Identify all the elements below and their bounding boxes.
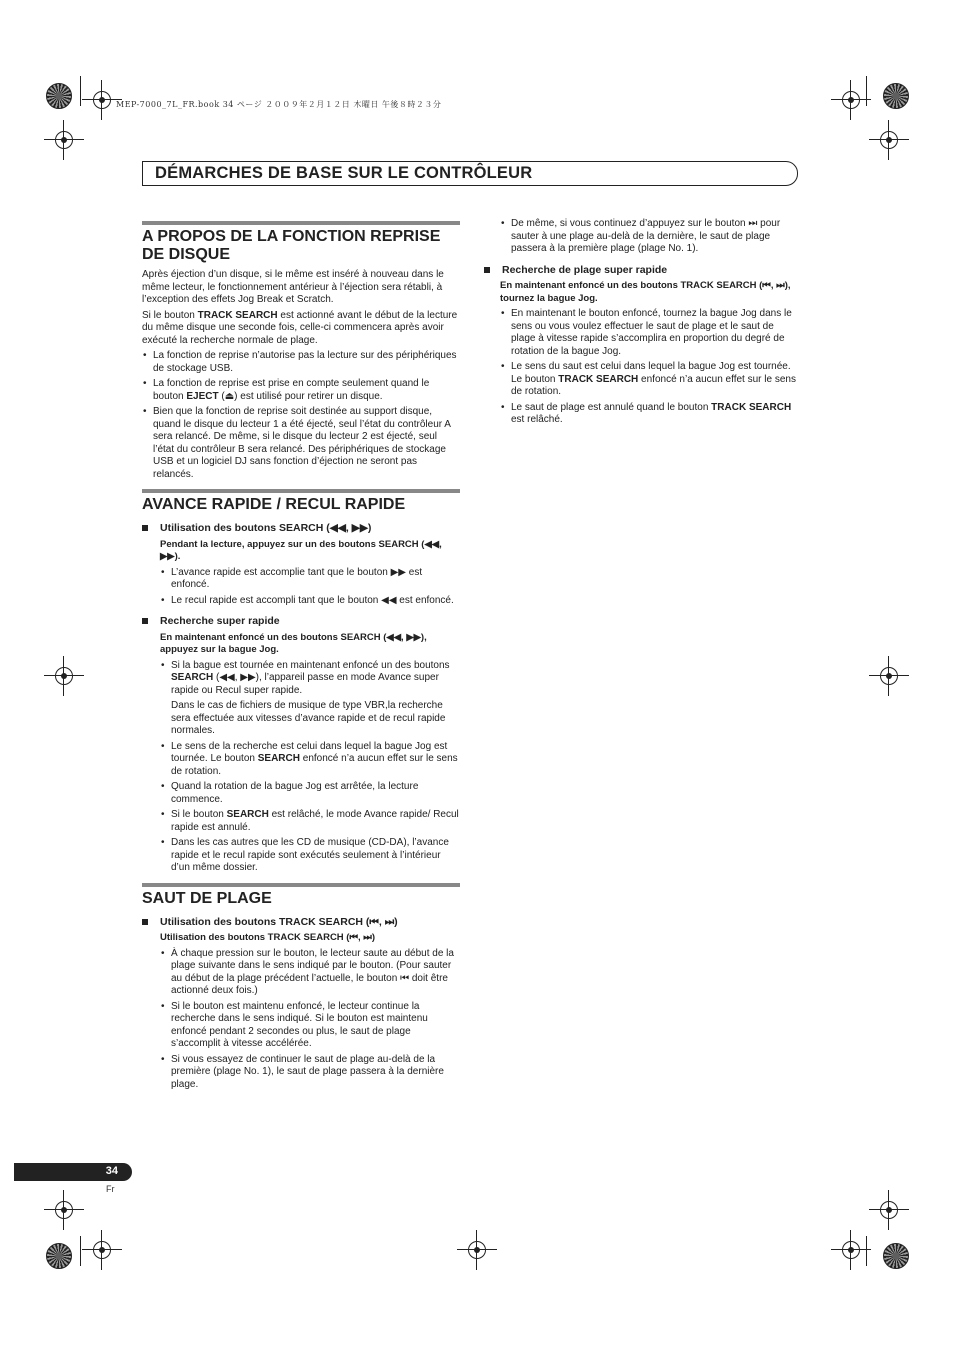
- list-item: • Le sens du saut est celui dans lequel la bague Jog est tournée. Le bouton TRACK SEARCH enfoncé n’a aucun effet sur le sens de rotation.: [500, 361, 800, 399]
- registration-mark: [93, 91, 111, 109]
- page-number-badge: [14, 1163, 132, 1181]
- section-bar: [142, 489, 460, 493]
- file-info: MEP-7000_7L_FR.book 34 ページ ２００９年２月１２日 木曜日 午後８時２３分: [116, 100, 442, 109]
- list-item: • Si la bague est tournée en maintenant enfoncé un des boutons SEARCH (◀◀, ▶▶), l’appareil passe en mode Avance super rapide ou Recul super rapide.: [160, 660, 460, 698]
- bullet-list: [160, 660, 460, 875]
- registration-mark: [842, 1241, 860, 1259]
- subheading: Utilisation des boutons SEARCH (◀◀, ▶▶): [142, 522, 460, 535]
- registration-mark: [93, 1241, 111, 1259]
- list-item: • En maintenant le bouton enfoncé, tournez la bague Jog dans le sens ou vous voulez effectuer le saut de plage et le saut de plage à vitesse rapide s’accomplira en proportion du degré de rotation de la bague Jog.: [500, 308, 800, 358]
- registration-mark: [842, 91, 860, 109]
- bullet-list: [142, 350, 460, 481]
- chapter-title: DÉMARCHES DE BASE SUR LE CONTRÔLEUR: [155, 164, 533, 182]
- crop-line: [866, 1236, 867, 1266]
- paragraph: Si le bouton TRACK SEARCH est actionné avant le début de la lecture du même disque une seconde fois, celle-ci commencera après avoir exécuté la recherche normale de plage.: [142, 309, 458, 346]
- bullet-list: [160, 948, 460, 1092]
- section-title-saut: SAUT DE PLAGE: [142, 889, 272, 907]
- registration-mark: [55, 1201, 73, 1219]
- list-item: • Si le bouton SEARCH est relâché, le mode Avance rapide/ Recul rapide est annulé.: [160, 809, 460, 834]
- list-item: • Quand la rotation de la bague Jog est arrêtée, la lecture commence.: [160, 781, 460, 806]
- chapter-header: [142, 161, 798, 186]
- color-rosette-bottom-left: [46, 1243, 72, 1269]
- list-item: • Si vous essayez de continuer le saut de plage au-delà de la première (plage No. 1), le saut de plage passera à la dernière plage.: [160, 1054, 460, 1092]
- subheading: Recherche de plage super rapide: [484, 264, 800, 277]
- instruction: Pendant la lecture, appuyez sur un des boutons SEARCH (◀◀, ▶▶).: [160, 538, 442, 562]
- color-rosette-top-right: [883, 83, 909, 109]
- list-item: • Le sens de la recherche est celui dans lequel la bague Jog est tournée. Le bouton SEARCH enfoncé n’a aucun effet sur le sens de rotation.: [160, 741, 460, 779]
- left-column: [142, 221, 460, 1094]
- subheading: Utilisation des boutons TRACK SEARCH (⏮, ⏭): [142, 916, 460, 929]
- list-item: • La fonction de reprise n’autorise pas la lecture sur des périphériques de stockage USB.: [142, 350, 460, 375]
- crop-line: [80, 76, 81, 106]
- paragraph: Après éjection d’un disque, si le même est inséré à nouveau dans le même lecteur, le fonctionnement antérieur à l’éjection sera rétabli, à l’exception des effets Jog Break et Scratch.: [142, 269, 444, 305]
- bullet-list: [160, 567, 460, 608]
- language-code: Fr: [106, 1184, 115, 1194]
- registration-mark: [55, 131, 73, 149]
- list-item: • La fonction de reprise est prise en compte seulement quand le bouton EJECT (⏏) est utilisé pour retirer un disque.: [142, 378, 460, 403]
- registration-mark: [880, 131, 898, 149]
- list-item: • Le recul rapide est accompli tant que le bouton ◀◀ est enfoncé.: [160, 595, 460, 608]
- instruction: En maintenant enfoncé un des boutons TRACK SEARCH (⏮, ⏭), tournez la bague Jog.: [500, 280, 791, 304]
- bullet-list: [500, 308, 800, 427]
- page-number: 34: [105, 1165, 118, 1177]
- instruction: Utilisation des boutons TRACK SEARCH (⏮, ⏭): [160, 932, 376, 943]
- section-bar: [142, 883, 460, 887]
- color-rosette-top-left: [46, 83, 72, 109]
- list-item: • À chaque pression sur le bouton, le lecteur saute au début de la plage suivante dans le sens indiqué par le bouton. (Pour sauter au début de la plage précédent l’actuelle, le bouton ⏮ doit être actionné deux fois.): [160, 948, 460, 998]
- bullet-list: [500, 218, 800, 256]
- crop-line: [866, 76, 867, 106]
- section-title-avance: AVANCE RAPIDE / RECUL RAPIDE: [142, 496, 406, 513]
- list-item: • Dans les cas autres que les CD de musique (CD-DA), l’avance rapide et le recul rapide sont exécutés seulement à l’intérieur d’un même dossier.: [160, 837, 460, 875]
- section-title-reprise: A PROPOS DE LA FONCTION REPRISE DE DISQUE: [142, 228, 441, 263]
- registration-mark: [468, 1241, 486, 1259]
- registration-mark: [880, 1201, 898, 1219]
- section-bar: [142, 221, 460, 225]
- registration-mark: [880, 667, 898, 685]
- instruction: En maintenant enfoncé un des boutons SEARCH (◀◀, ▶▶), appuyez sur la bague Jog.: [160, 631, 427, 655]
- list-item: • Si le bouton est maintenu enfoncé, le lecteur continue la recherche dans le sens indiqué. Si le bouton est maintenu enfoncé pendant 2 secondes ou plus, le saut de plage s’accomplit à vitesse accélérée.: [160, 1001, 460, 1051]
- crop-line: [80, 1236, 81, 1266]
- color-rosette-bottom-right: [883, 1243, 909, 1269]
- list-item: • L’avance rapide est accomplie tant que le bouton ▶▶ est enfoncé.: [160, 567, 460, 592]
- list-item: • Bien que la fonction de reprise soit destinée au support disque, quand le disque du lecteur 1 a été éjecté, seul l’état du contrôleur A sera relancé. De même, si le disque du lecteur 2 est éjecté, seul l’état du contrôleur B sera relancé. Des périphériques de stockage USB et un logiciel DJ sans fonction d’éjection ne seront pas relancés.: [142, 406, 460, 481]
- subheading: Recherche super rapide: [142, 615, 460, 628]
- list-item-continuation: Dans le cas de fichiers de musique de type VBR,la recherche sera effectuée aux vitesses d’avance rapide et de recul rapide normales.: [171, 700, 446, 736]
- list-item: • De même, si vous continuez d’appuyez sur le bouton ⏭ pour sauter à une plage au-delà de la dernière, le saut de plage passera à la première plage (plage No. 1).: [500, 218, 800, 256]
- list-item: • Le saut de plage est annulé quand le bouton TRACK SEARCH est relâché.: [500, 402, 800, 427]
- right-column: [500, 218, 800, 430]
- registration-mark: [55, 667, 73, 685]
